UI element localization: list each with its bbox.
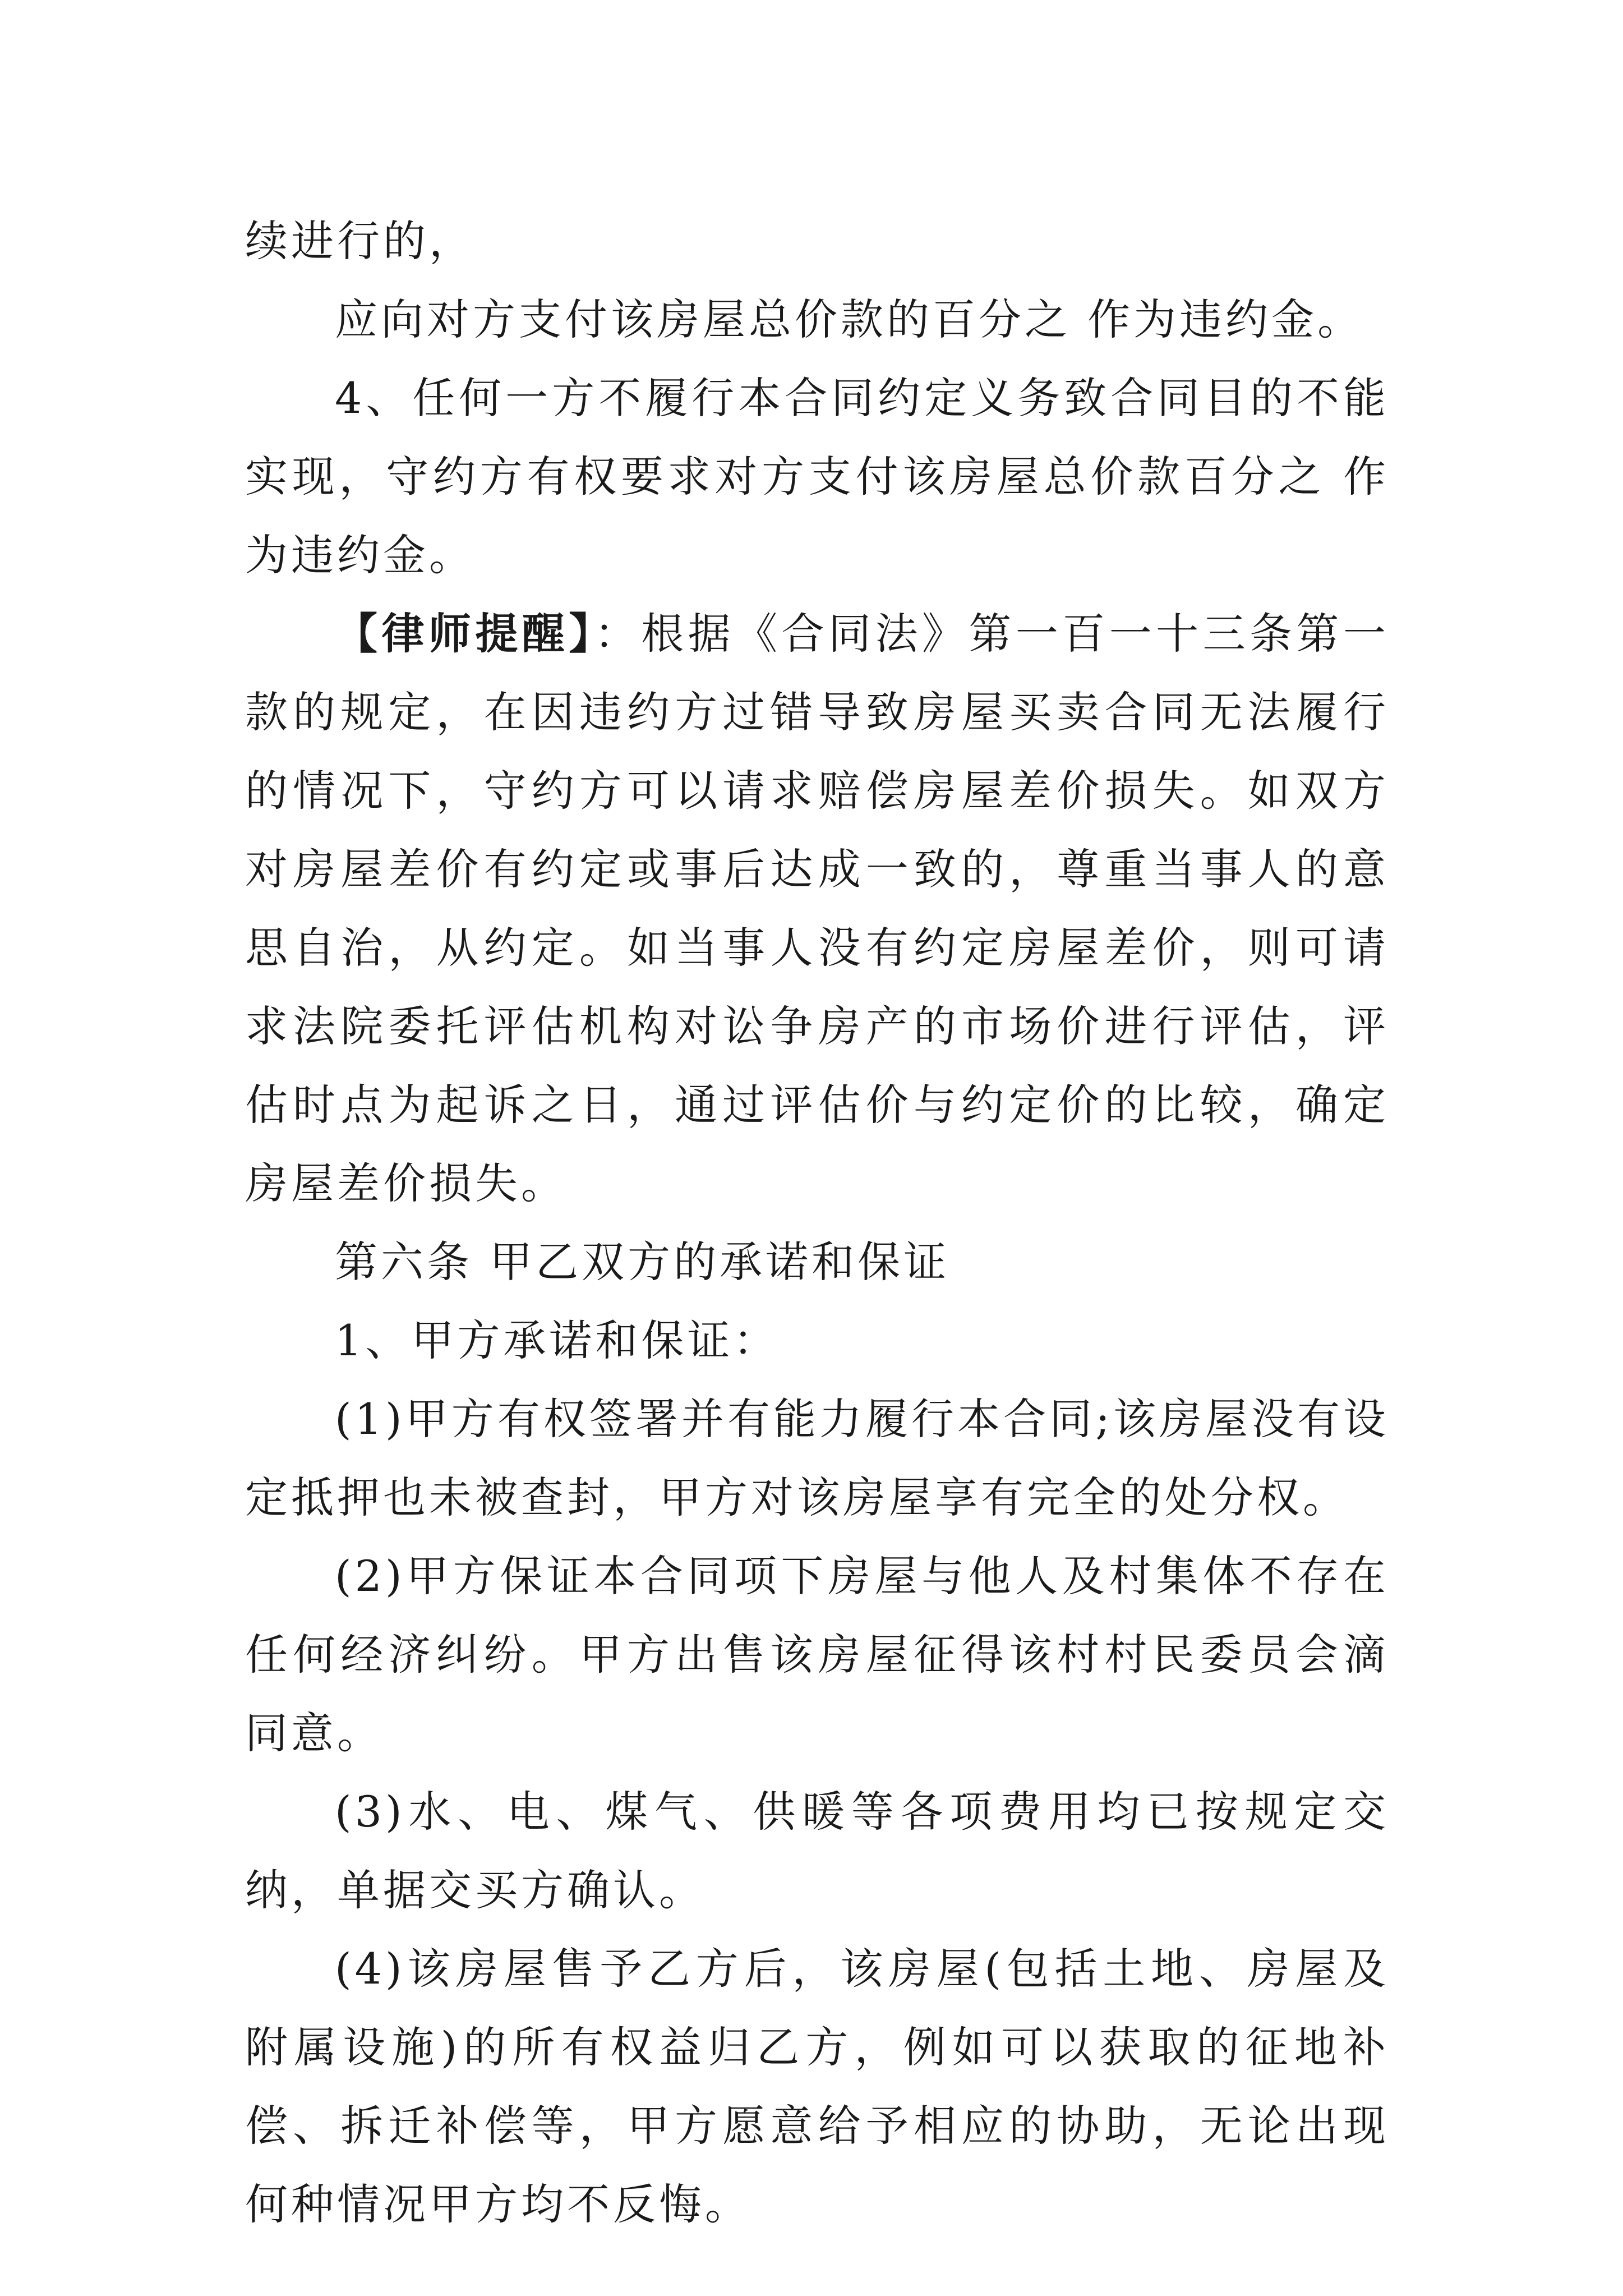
commitment-item-3: (3)水、电、煤气、供暖等各项费用均已按规定交纳，单据交买方确认。 <box>245 1787 1389 1915</box>
lawyer-reminder-text: ：根据《合同法》第一百一十三条第一款的规定，在因违约方过错导致房屋买卖合同无法履行的情况下，守约方可以请求赔偿房屋差价损失。如双方对房屋差价有约定或事后达成一致的，尊重当事人的意思自治，从约定。如当事人没有约定房屋差价，则可请求法院委托评估机构对讼争房产的市场价进行评估，评估时点为起诉之日，通过评估价与约定价的比较，确定房屋差价损失。 <box>245 609 1390 1208</box>
party-a-commitment-heading: 1、甲方承诺和保证： <box>335 1315 780 1365</box>
paragraph-continuation: 续进行的， <box>245 216 475 266</box>
document-body <box>245 202 1389 2244</box>
article-6-heading: 第六条 甲乙双方的承诺和保证 <box>335 1237 950 1287</box>
paragraph-lawyer-reminder <box>245 595 1389 1223</box>
commitment-item-2: (2)甲方保证本合同项下房屋与他人及村集体不存在任何经济纠纷。甲方出售该房屋征得该村村民委员会滴同意。 <box>245 1551 1389 1758</box>
lawyer-reminder-heading: 【律师提醒】 <box>335 609 594 659</box>
paragraph-clause-4: 4、任何一方不履行本合同约定义务致合同目的不能实现，守约方有权要求对方支付该房屋总价款百分之 作为违约金。 <box>245 373 1389 580</box>
commitment-item-4: (4)该房屋售予乙方后，该房屋(包括土地、房屋及附属设施)的所有权益归乙方，例如可以获取的征地补偿、拆迁补偿等，甲方愿意给予相应的协助，无论出现何种情况甲方均不反悔。 <box>245 1944 1389 2229</box>
commitment-item-1: (1)甲方有权签署并有能力履行本合同;该房屋没有设定抵押也未被查封，甲方对该房屋享有完全的处分权。 <box>245 1394 1389 1522</box>
paragraph-penalty-clause: 应向对方支付该房屋总价款的百分之 作为违约金。 <box>335 295 1364 344</box>
